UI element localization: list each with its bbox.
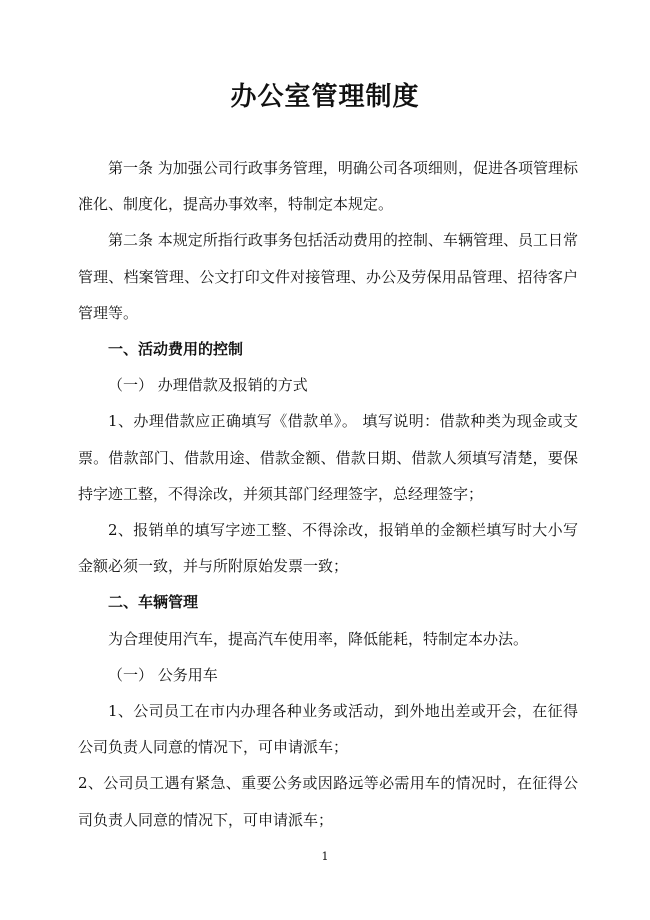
vehicle-item-1: 1、公司员工在市内办理各种业务或活动，到外地出差或开会，在征得公司负责人同意的情况下，可申请派车； [78,702,578,757]
article-2: 第二条 本规定所指行政事务包括活动费用的控制、车辆管理、员工日常管理、档案管理、公文打印文件对接管理、办公及劳保用品管理、招待客户管理等。 [78,231,578,322]
document-title: 办公室管理制度 [230,82,420,112]
article-1: 第一条 为加强公司行政事务管理，明确公司各项细则，促进各项管理标准化、制度化，提高办事效率，特制定本规定。 [78,159,578,214]
section-heading-expense-control: 一、活动费用的控制 [108,340,244,359]
section-heading-vehicle-management: 二、车辆管理 [108,593,199,612]
vehicle-item-2: 2、公司员工遇有紧急、重要公务或因路远等必需用车的情况时，在征得公司负责人同意的情况下，可申请派车； [78,774,578,829]
document-body [78,150,578,838]
page-number: 1 [321,850,329,863]
subheading-official-vehicle: （一） 公务用车 [108,665,218,684]
vehicle-intro: 为合理使用汽车，提高汽车使用率，降低能耗，特制定本办法。 [108,629,529,648]
loan-item-1: 1、办理借款应正确填写《借款单》。 填写说明：借款种类为现金或支票。借款部门、借款用途、借款金额、借款日期、借款人须填写清楚，要保持字迹工整，不得涂改，并须其部门经理签字，总经理签字； [78,412,578,503]
reimbursement-item-2: 2、报销单的填写字迹工整、不得涂改，报销单的金额栏填写时大小写金额必须一致，并与所附原始发票一致； [78,521,578,576]
subheading-loan-reimbursement: （一） 办理借款及报销的方式 [108,376,308,395]
